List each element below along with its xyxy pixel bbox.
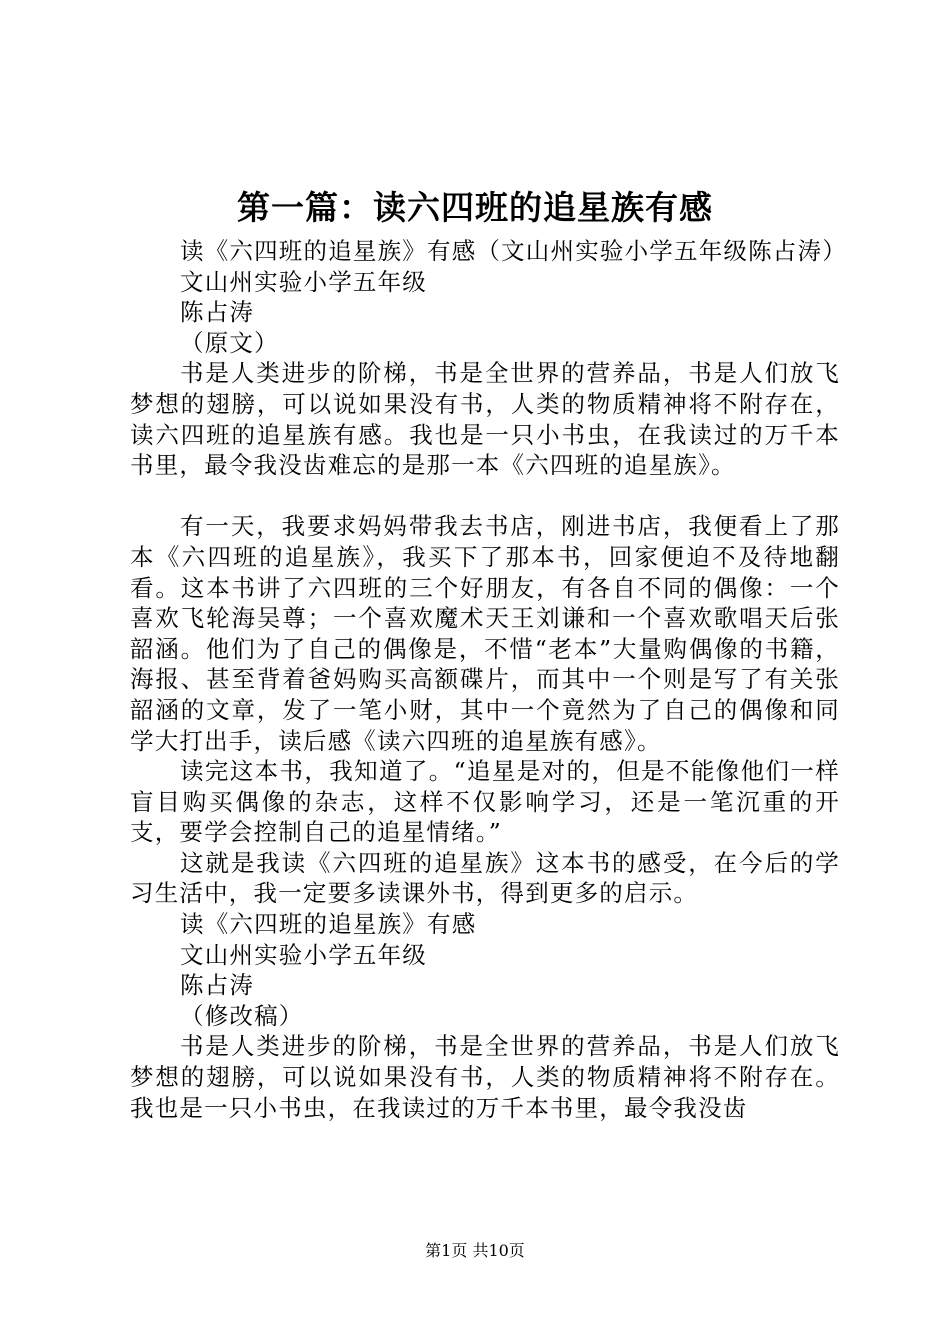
paragraph: 这就是我读《六四班的追星族》这本书的感受，在今后的学习生活中，我一定要多读课外书，得到更多的启示。 — [130, 848, 840, 908]
paragraph: 书是人类进步的阶梯，书是全世界的营养品，书是人们放飞梦想的翅膀，可以说如果没有书，人类的物质精神将不附存在。我也是一只小书虫，在我读过的万千本书里，最令我没齿 — [130, 1032, 840, 1122]
paragraph: 有一天，我要求妈妈带我去书店，刚进书店，我便看上了那本《六四班的追星族》，我买下了那本书，回家便迫不及待地翻看。这本书讲了六四班的三个好朋友，有各自不同的偶像：一个喜欢飞轮海吴尊；一个喜欢魔术天王刘谦和一个喜欢歌唱天后张韶涵。他们为了自己的偶像是，不惜“老本”大量购偶像的书籍，海报、甚至背着爸妈购买高额碟片，而其中一个则是写了有关张韶涵的文章，发了一笔小财，其中一个竟然为了自己的偶像和同学大打出手，读后感《读六四班的追星族有感》。 — [130, 512, 840, 755]
paragraph: 陈占涛 — [180, 971, 255, 1000]
document-body — [130, 236, 847, 1123]
paragraph: 文山州实验小学五年级 — [180, 940, 427, 969]
paragraph: （修改稿） — [180, 1001, 304, 1030]
blank-line — [130, 481, 840, 512]
paragraph: （原文） — [180, 328, 279, 357]
paragraph: 读完这本书，我知道了。“追星是对的，但是不能像他们一样盲目购买偶像的杂志，这样不仅影响学习，还是一笔沉重的开支，要学会控制自己的追星情绪。” — [130, 757, 840, 847]
page-indicator: 第1页 共10页 — [425, 1241, 525, 1260]
document-title: 第一篇：读六四班的追星族有感 — [237, 188, 713, 227]
paragraph: 读《六四班的追星族》有感（文山州实验小学五年级陈占涛） — [180, 237, 847, 265]
paragraph: 读《六四班的追星族》有感 — [180, 910, 477, 939]
paragraph: 陈占涛 — [180, 298, 255, 327]
paragraph: 书是人类进步的阶梯，书是全世界的营养品，书是人们放飞梦想的翅膀，可以说如果没有书，人类的物质精神将不附存在，读六四班的追星族有感。我也是一只小书虫，在我读过的万千本书里，最令我没齿难忘的是那一本《六四班的追星族》。 — [130, 359, 840, 480]
paragraph: 文山州实验小学五年级 — [180, 267, 427, 296]
